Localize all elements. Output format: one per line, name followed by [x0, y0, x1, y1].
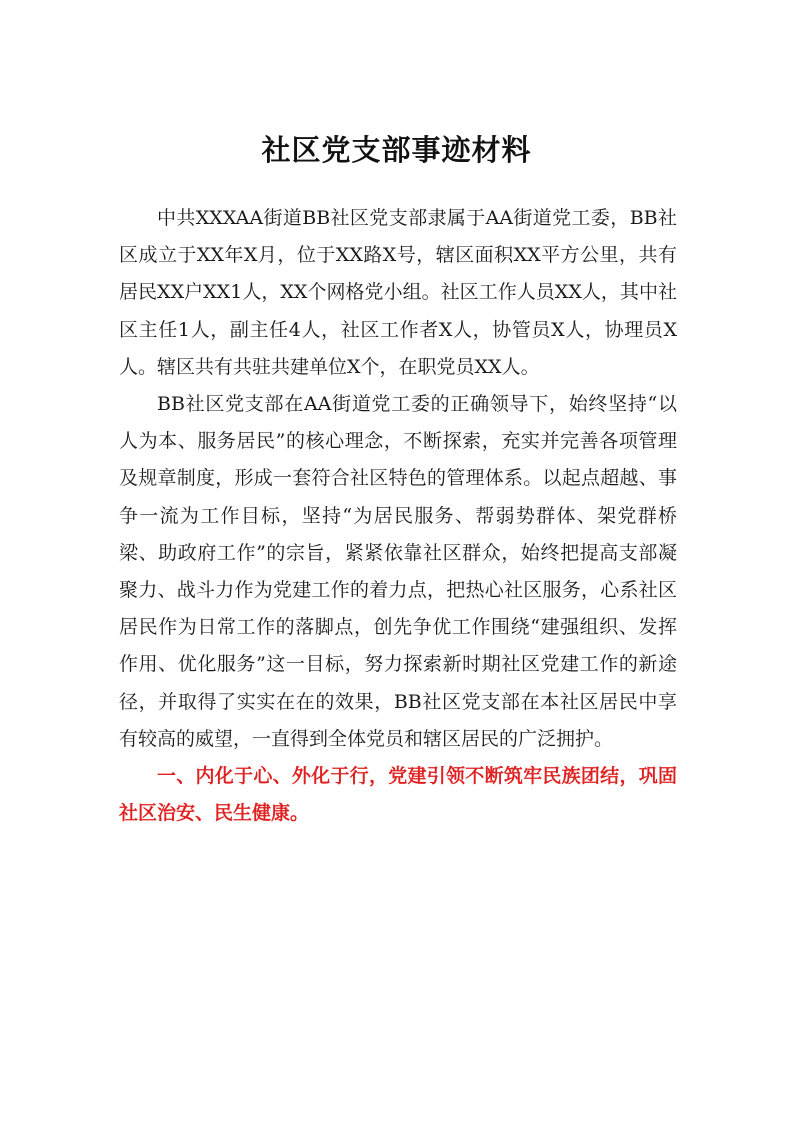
page-title: 社区党支部事迹材料: [261, 133, 532, 167]
document-body: [119, 200, 677, 832]
paragraph-intro: 中共XXXAA街道BB社区党支部隶属于AA街道党工委，BB社区成立于XX年X月，位于XX路X号，辖区面积XX平方公里，共有居民XX户XX1人，XX个网格党小组。社区工作人员XX人，其中社区主任1人，副主任4人，社区工作者X人，协管员X人，协理员X人。辖区共有共驻共建单位X个，在职党员XX人。: [119, 207, 677, 378]
paragraph-overview: BB社区党支部在AA街道党工委的正确领导下，始终坚持“以人为本、服务居民”的核心理念，不断探索，充实并完善各项管理及规章制度，形成一套符合社区特色的管理体系。以起点超越、事争一流为工作目标，坚持“为居民服务、帮弱势群体、架党群桥梁、助政府工作”的宗旨，紧紧依靠社区群众，始终把提高支部凝聚力、战斗力作为党建工作的着力点，把热心社区服务，心系社区居民作为日常工作的落脚点，创先争优工作围绕“建强组织、发挥作用、优化服务”这一目标，努力探索新时期社区党建工作的新途径，并取得了实实在在的效果，BB社区党支部在本社区居民中享有较高的威望，一直得到全体党员和辖区居民的广泛拥护。: [119, 393, 677, 750]
section-heading: 一、内化于心、外化于行，党建引领不断筑牢民族团结，巩固社区治安、民生健康。: [119, 765, 677, 825]
